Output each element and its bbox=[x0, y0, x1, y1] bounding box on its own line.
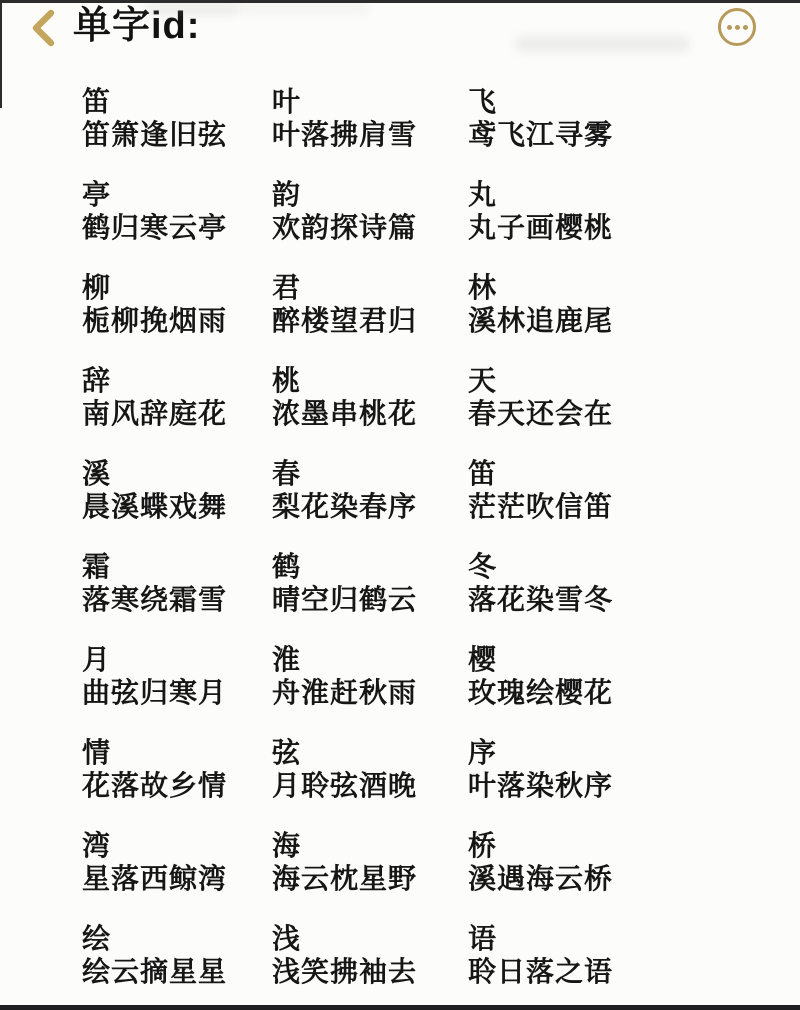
entry-cell bbox=[272, 85, 468, 151]
entry-char: 鹤 bbox=[272, 551, 302, 582]
entry-phrase: 晨溪蝶戏舞 bbox=[82, 491, 228, 522]
entry-phrase: 海云枕星野 bbox=[272, 863, 418, 894]
entry-cell bbox=[468, 85, 800, 151]
ellipsis-icon bbox=[727, 25, 748, 30]
entry-phrase: 花落故乡情 bbox=[82, 770, 228, 801]
entry-char: 序 bbox=[468, 737, 498, 768]
entry-phrase: 溪林追鹿尾 bbox=[468, 305, 614, 336]
entry-cell bbox=[272, 922, 468, 988]
entry-phrase: 茫茫吹信笛 bbox=[468, 491, 614, 522]
entry-cell bbox=[272, 178, 468, 244]
entry-char: 湾 bbox=[82, 830, 112, 861]
entry-char: 林 bbox=[468, 272, 498, 303]
entry-char: 辞 bbox=[82, 365, 112, 396]
entry-char: 桥 bbox=[468, 830, 498, 861]
entry-cell bbox=[272, 829, 468, 895]
entry-char: 韵 bbox=[272, 179, 302, 210]
entry-char: 飞 bbox=[468, 86, 498, 117]
entry-cell bbox=[468, 457, 800, 523]
entry-char: 樱 bbox=[468, 644, 498, 675]
entry-cell bbox=[82, 829, 272, 895]
entry-phrase: 叶落染秋序 bbox=[468, 770, 614, 801]
entry-phrase: 溪遇海云桥 bbox=[468, 863, 614, 894]
entry-cell bbox=[468, 643, 800, 709]
photo-smudge bbox=[145, 2, 240, 15]
entry-cell bbox=[272, 736, 468, 802]
entry-phrase: 叶落拂肩雪 bbox=[272, 119, 418, 150]
entry-cell bbox=[272, 457, 468, 523]
entry-char: 笛 bbox=[82, 86, 112, 117]
entry-char: 弦 bbox=[272, 737, 302, 768]
entry-char: 冬 bbox=[468, 551, 498, 582]
entry-char: 绘 bbox=[82, 923, 112, 954]
photo-smudge bbox=[515, 36, 690, 52]
entry-char: 溪 bbox=[82, 458, 112, 489]
entry-cell bbox=[82, 178, 272, 244]
entry-phrase: 落花染雪冬 bbox=[468, 584, 614, 615]
entry-phrase: 醉楼望君归 bbox=[272, 305, 418, 336]
entry-phrase: 曲弦归寒月 bbox=[82, 677, 228, 708]
entry-phrase: 浅笑拂袖去 bbox=[272, 956, 418, 987]
entry-cell bbox=[82, 271, 272, 337]
entry-char: 君 bbox=[272, 272, 302, 303]
entry-cell bbox=[82, 736, 272, 802]
entry-phrase: 绘云摘星星 bbox=[82, 956, 228, 987]
entry-phrase: 笛箫逢旧弦 bbox=[82, 119, 228, 150]
entry-cell bbox=[468, 271, 800, 337]
entry-char: 桃 bbox=[272, 365, 302, 396]
entry-cell bbox=[468, 178, 800, 244]
entry-cell bbox=[272, 643, 468, 709]
page-title: 单字id: bbox=[73, 5, 201, 47]
entry-char: 笛 bbox=[468, 458, 498, 489]
entry-phrase: 浓墨串桃花 bbox=[272, 398, 418, 429]
entry-cell bbox=[272, 550, 468, 616]
entry-cell bbox=[272, 271, 468, 337]
entry-cell bbox=[468, 922, 800, 988]
photo-edge-bottom bbox=[0, 1005, 800, 1010]
entry-phrase: 晴空归鹤云 bbox=[272, 584, 418, 615]
entry-phrase: 丸子画樱桃 bbox=[468, 212, 614, 243]
entry-cell bbox=[468, 829, 800, 895]
entry-char: 淮 bbox=[272, 644, 302, 675]
entry-char: 浅 bbox=[272, 923, 302, 954]
chevron-left-icon bbox=[30, 9, 56, 50]
entry-char: 丸 bbox=[468, 179, 498, 210]
entry-cell bbox=[82, 364, 272, 430]
id-grid bbox=[0, 85, 800, 988]
entry-char: 月 bbox=[82, 644, 112, 675]
photo-smudge bbox=[240, 3, 370, 13]
entry-phrase: 舟淮赶秋雨 bbox=[272, 677, 418, 708]
entry-phrase: 梨花染春序 bbox=[272, 491, 418, 522]
entry-phrase: 月聆弦酒晚 bbox=[272, 770, 418, 801]
entry-phrase: 鹤归寒云亭 bbox=[82, 212, 228, 243]
entry-cell bbox=[272, 364, 468, 430]
entry-char: 语 bbox=[468, 923, 498, 954]
photo-edge-top bbox=[0, 0, 800, 3]
entry-phrase: 鸢飞江寻雾 bbox=[468, 119, 614, 150]
entry-char: 柳 bbox=[82, 272, 112, 303]
entry-char: 天 bbox=[468, 365, 498, 396]
entry-cell bbox=[468, 736, 800, 802]
entry-phrase: 南风辞庭花 bbox=[82, 398, 228, 429]
more-button[interactable] bbox=[718, 8, 756, 46]
entry-phrase: 玫瑰绘樱花 bbox=[468, 677, 614, 708]
entry-char: 春 bbox=[272, 458, 302, 489]
entry-phrase: 落寒绕霜雪 bbox=[82, 584, 228, 615]
entry-phrase: 栀柳挽烟雨 bbox=[82, 305, 228, 336]
entry-cell bbox=[468, 364, 800, 430]
entry-phrase: 聆日落之语 bbox=[468, 956, 614, 987]
entry-cell bbox=[82, 643, 272, 709]
entry-cell bbox=[82, 922, 272, 988]
entry-phrase: 欢韵探诗篇 bbox=[272, 212, 418, 243]
entry-cell bbox=[468, 550, 800, 616]
entry-char: 亭 bbox=[82, 179, 112, 210]
entry-char: 叶 bbox=[272, 86, 302, 117]
back-button[interactable] bbox=[28, 9, 58, 49]
entry-phrase: 春天还会在 bbox=[468, 398, 614, 429]
entry-char: 海 bbox=[272, 830, 302, 861]
entry-cell bbox=[82, 550, 272, 616]
photo-edge-left bbox=[0, 0, 2, 108]
entry-cell bbox=[82, 85, 272, 151]
entry-char: 霜 bbox=[82, 551, 112, 582]
entry-char: 情 bbox=[82, 737, 112, 768]
entry-phrase: 星落西鲸湾 bbox=[82, 863, 228, 894]
entry-cell bbox=[82, 457, 272, 523]
